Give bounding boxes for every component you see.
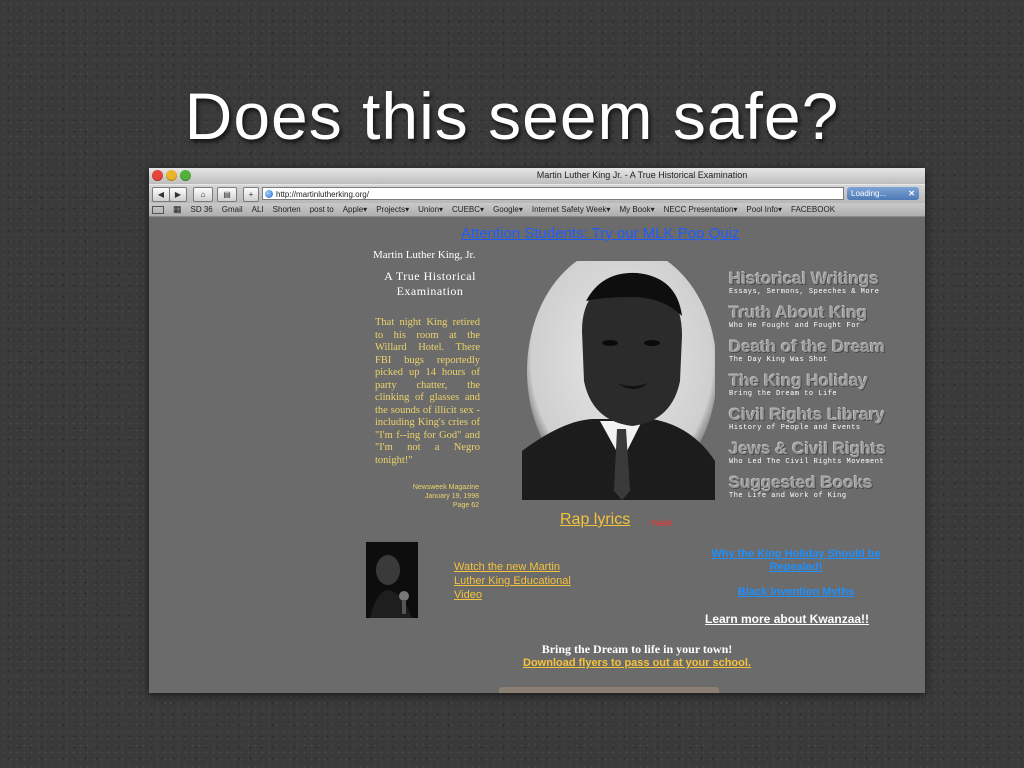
quote-source-line: Page 62 (452, 502, 479, 509)
menu-item-truth-about-king[interactable] (729, 303, 919, 330)
bookmark-item[interactable]: Pool Info▾ (746, 205, 783, 214)
pop-quiz-link[interactable]: Attention Students: Try our MLK Pop Quiz (461, 225, 740, 242)
quote-source (379, 483, 479, 510)
menu-item-title: Jews & Civil Rights (729, 439, 886, 458)
back-arrow-icon: ◀ (157, 190, 165, 199)
print-button[interactable] (217, 187, 237, 202)
stop-loading-icon[interactable]: ✕ (908, 189, 915, 198)
back-button[interactable] (152, 187, 170, 202)
bookmark-item[interactable]: Union▾ (418, 205, 444, 214)
menu-item-title: Truth About King (729, 303, 868, 322)
menu-item-subtitle: Bring the Dream to Life (729, 390, 838, 398)
url-text: http://martinlutherking.org/ (276, 190, 369, 199)
add-bookmark-button[interactable] (243, 187, 259, 202)
navigation-toolbar (149, 184, 925, 203)
menu-item-civil-rights-library[interactable] (729, 405, 919, 432)
menu-item-title: Death of the Dream (729, 337, 885, 356)
new-badge: - New! (647, 518, 674, 528)
slide-title: Does this seem safe? (184, 79, 840, 153)
bookmark-item[interactable]: My Book▾ (619, 205, 655, 214)
menu-item-title: Suggested Books (729, 473, 873, 492)
menu-item-subtitle: Essays, Sermons, Speeches & More (729, 288, 880, 296)
quote-source-line: January 19, 1998 (424, 493, 479, 500)
bookmark-item[interactable]: Shorten (272, 205, 301, 214)
menu-item-title: Civil Rights Library (729, 405, 885, 424)
download-flyers-link[interactable]: Download flyers to pass out at your school. (523, 657, 751, 669)
browser-window (149, 168, 925, 693)
bookmark-item[interactable]: Gmail (221, 205, 243, 214)
window-title: Martin Luther King Jr. - A True Historical Examination (536, 170, 748, 180)
bookmark-item[interactable]: NECC Presentation▾ (663, 205, 738, 214)
address-bar[interactable] (262, 187, 844, 200)
globe-icon (265, 190, 273, 198)
bookmark-item[interactable]: post to (309, 205, 334, 214)
forward-arrow-icon: ▶ (174, 190, 182, 199)
forward-button[interactable] (169, 187, 187, 202)
loading-label: Loading... (851, 189, 887, 198)
newsweek-quote: That night King retired to his room at the Willard Hotel. There FBI bugs reportedly picked up 14 hours of party chatter, the clinking of glasses and the sounds of illicit sex - including King's cries of "I'm f--ing for God" and "I'm not a Negro tonight!" (375, 317, 480, 466)
menu-item-subtitle: History of People and Events (729, 424, 861, 432)
site-tagline: A True Historical Examination (384, 269, 476, 298)
site-name: Martin Luther King, Jr. (373, 249, 476, 261)
menu-item-subtitle: The Day King Was Shot (729, 356, 828, 364)
web-page (149, 217, 925, 693)
bookmark-item[interactable]: SD 36 (190, 205, 213, 214)
home-icon: ⌂ (200, 190, 206, 199)
bookmark-item[interactable]: Apple▾ (342, 205, 368, 214)
grid-icon[interactable]: ▦ (173, 204, 182, 214)
partial-image (499, 687, 719, 693)
menu-item-historical-writings[interactable] (729, 269, 919, 296)
menu-item-king-holiday[interactable] (729, 371, 919, 398)
menu-item-subtitle: The Life and Work of King (729, 492, 847, 500)
king-portrait-image (522, 261, 715, 500)
bookmarks-bar (149, 203, 925, 217)
printer-icon: ▤ (223, 190, 231, 199)
bookmark-item[interactable]: Internet Safety Week▾ (531, 205, 611, 214)
open-book-icon[interactable] (152, 206, 164, 214)
bookmark-item[interactable]: FACEBOOK (791, 205, 836, 214)
kwanzaa-link[interactable]: Learn more about Kwanzaa!! (705, 612, 870, 626)
bring-dream-text: Bring the Dream to life in your town! (541, 642, 733, 656)
black-invention-myths-link[interactable]: Black Invention Myths (737, 586, 855, 598)
holiday-repealed-link[interactable]: Why the King Holiday Should be Repealed! (711, 548, 881, 573)
menu-item-title: The King Holiday (729, 371, 868, 390)
plus-icon: + (248, 190, 254, 199)
title-bar (149, 168, 925, 184)
educational-video-link[interactable]: Watch the new Martin Luther King Educational Video (454, 561, 571, 601)
menu-item-suggested-books[interactable] (729, 473, 919, 500)
home-button[interactable] (193, 187, 213, 202)
site-menu (729, 269, 919, 507)
menu-item-subtitle: Who Led The Civil Rights Movement (729, 458, 885, 466)
menu-item-jews-civil-rights[interactable] (729, 439, 919, 466)
menu-item-death-of-the-dream[interactable] (729, 337, 919, 364)
bookmark-item[interactable]: CUEBC▾ (452, 205, 485, 214)
bookmark-item[interactable]: ALI (251, 205, 264, 214)
bookmark-item[interactable]: Google▾ (493, 205, 523, 214)
king-video-thumbnail[interactable] (366, 542, 418, 618)
loading-indicator[interactable] (847, 187, 919, 200)
menu-item-title: Historical Writings (729, 269, 879, 288)
menu-item-subtitle: Who He Fought and Fought For (729, 322, 861, 330)
quote-source-line: Newsweek Magazine (412, 484, 479, 491)
rap-lyrics-link[interactable]: Rap lyrics (560, 511, 631, 528)
bookmark-item[interactable]: Projects▾ (376, 205, 410, 214)
